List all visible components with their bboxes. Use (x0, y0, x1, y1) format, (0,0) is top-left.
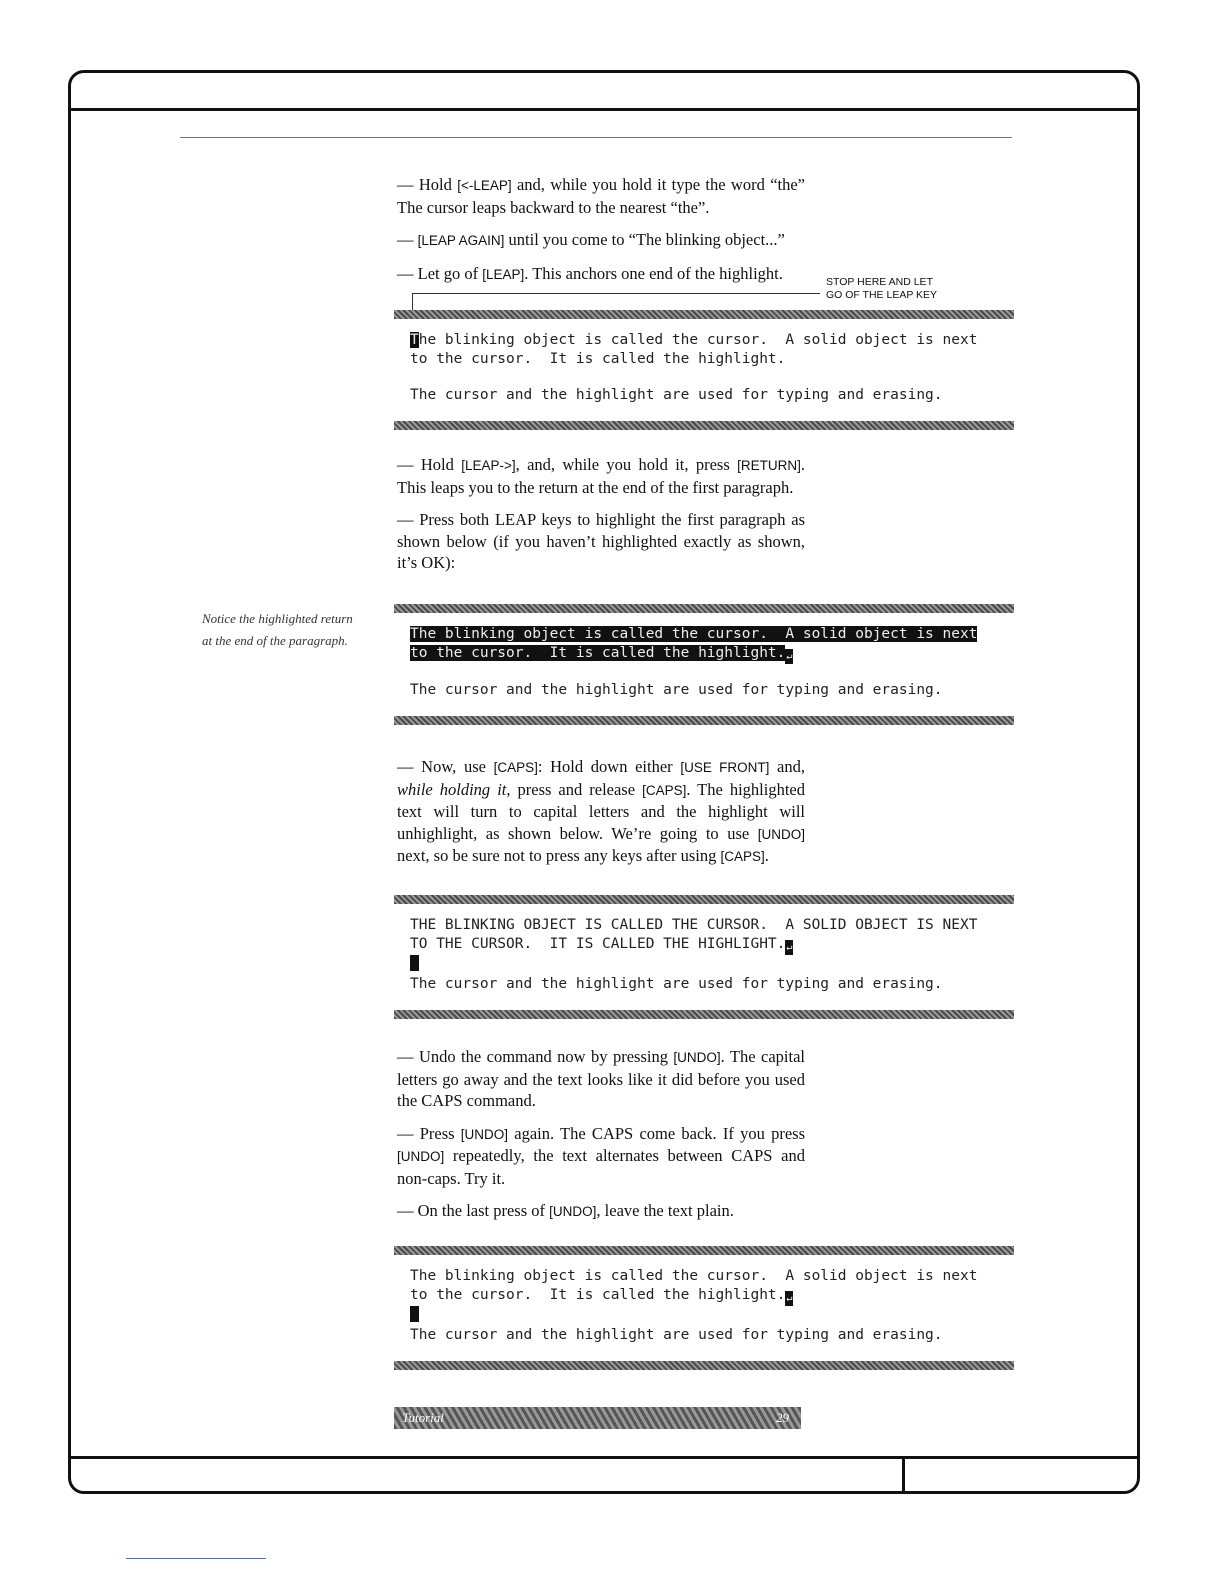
cursor-block (410, 955, 419, 971)
screen-bottom-bar (394, 421, 1014, 430)
frame-top-divider (68, 108, 1140, 111)
instructions-block-4 (397, 1046, 805, 1234)
screen-bottom-bar (394, 1361, 1014, 1370)
return-icon: ↵ (786, 651, 793, 662)
instruction-use-caps: — Now, use [CAPS]: Hold down either [USE FRONT] and, while holding it, press and release [CAPS]. The highlighted text will turn to capital letters and the highlight will unhighlight, as shown below. We’re going to use [UNDO] next, so be sure not to press any keys after using [CAPS]. (397, 757, 805, 865)
instruction-hold-leap-forward: — Hold [LEAP->], and, while you hold it, press [RETURN]. This leaps you to the return at the end of the first paragraph. (397, 455, 805, 497)
page-footer (394, 1407, 801, 1429)
return-icon: ↵ (786, 1293, 793, 1304)
top-rule (180, 137, 1012, 138)
return-icon: ↵ (786, 942, 793, 953)
cursor-block (410, 1306, 419, 1322)
instruction-leap-again: — [LEAP AGAIN] until you come to “The blinking object...” (397, 230, 785, 249)
instruction-press-both-leap: — Press both LEAP keys to highlight the first paragraph as shown below (if you haven’t highlighted exactly as shown, it’s OK): (397, 510, 805, 572)
screen-example-3 (394, 895, 1014, 1019)
screen-example-2 (394, 604, 1014, 725)
instruction-undo: — Undo the command now by pressing [UNDO]. The capital letters go away and the text looks like it did before you used the CAPS command. (397, 1047, 805, 1110)
bottom-link-line (126, 1558, 266, 1559)
screen-example-1 (394, 310, 1014, 430)
frame-bottom-divider (68, 1456, 1140, 1459)
highlighted-line: to the cursor. It is called the highlight. (410, 645, 786, 661)
screen-text: THE BLINKING OBJECT IS CALLED THE CURSOR. A SOLID OBJECT IS NEXT TO THE CURSOR. IT IS CALLED THE HIGHLIGHT.↵ The cursor and the highlight are used for typing and erasing. (410, 917, 978, 992)
screen-top-bar (394, 895, 1014, 904)
frame-corner-divider (902, 1456, 905, 1494)
callout-label: STOP HERE AND LET GO OF THE LEAP KEY (826, 276, 938, 301)
callout-line (412, 293, 820, 294)
page-number: 29 (776, 1410, 789, 1425)
screen-top-bar (394, 1246, 1014, 1255)
screen-example-4 (394, 1246, 1014, 1370)
screen-bottom-bar (394, 1010, 1014, 1019)
footer-label: Tutorial (402, 1410, 444, 1425)
highlighted-line: The blinking object is called the cursor. A solid object is next (410, 626, 978, 642)
screen-top-bar (394, 310, 1014, 319)
screen-top-bar (394, 604, 1014, 613)
side-note: Notice the highlighted return at the end of the paragraph. (202, 611, 353, 648)
instructions-block-2 (397, 454, 805, 585)
instructions-block-1 (397, 174, 805, 296)
instruction-undo-again: — Press [UNDO] again. The CAPS come back. If you press [UNDO] repeatedly, the text alternates between CAPS and non-caps. Try it. (397, 1123, 805, 1188)
cursor-block: T (410, 332, 419, 348)
instructions-block-3 (397, 756, 805, 879)
instruction-hold-leap-back: — Hold [<-LEAP] and, while you hold it type the word “the” The cursor leaps backward to the nearest “the”. (397, 175, 805, 217)
instruction-let-go: — Let go of [LEAP]. This anchors one end of the highlight. (397, 263, 783, 283)
screen-text: The blinking object is called the cursor. A solid object is next to the cursor. It is called the highlight. The cursor and the highlight are used for typing and erasing. (410, 332, 978, 403)
screen-text: The blinking object is called the cursor. A solid object is next to the cursor. It is called the highlight.↵ The cursor and the highlight are used for typing and erasing. (410, 626, 978, 698)
screen-text: The blinking object is called the cursor. A solid object is next to the cursor. It is called the highlight.↵ The cursor and the highlight are used for typing and erasing. (410, 1268, 978, 1343)
instruction-leave-plain: — On the last press of [UNDO], leave the text plain. (397, 1201, 734, 1220)
screen-bottom-bar (394, 716, 1014, 725)
